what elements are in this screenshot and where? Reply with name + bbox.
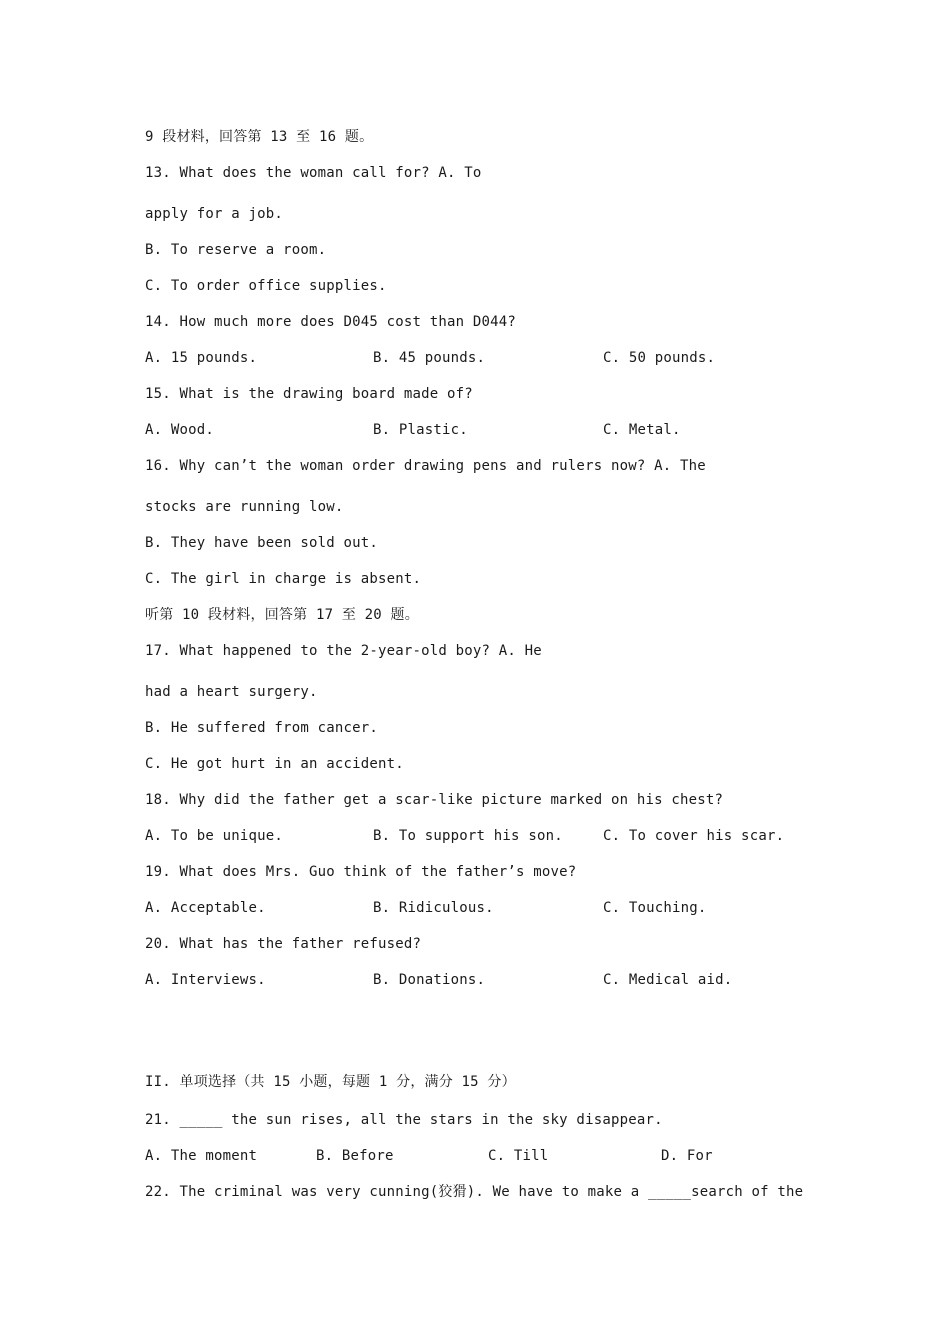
question-16-option-c: C. The girl in charge is absent. xyxy=(145,571,422,587)
question-18-option-a: A. To be unique. xyxy=(145,828,284,844)
question-22: 22. The criminal was very cunning(狡猾). We have to make a _____search of the xyxy=(145,1184,804,1200)
question-20-option-c: C. Medical aid. xyxy=(603,972,733,988)
question-15-option-c: C. Metal. xyxy=(603,422,681,438)
question-14-option-b: B. 45 pounds. xyxy=(373,350,486,366)
question-20: 20. What has the father refused? xyxy=(145,936,422,952)
question-13: 13. What does the woman call for? A. To xyxy=(145,165,482,181)
question-19-option-b: B. Ridiculous. xyxy=(373,900,494,916)
question-20-option-b: B. Donations. xyxy=(373,972,486,988)
question-13-option-b: B. To reserve a room. xyxy=(145,242,327,258)
question-15: 15. What is the drawing board made of? xyxy=(145,386,473,402)
question-19: 19. What does Mrs. Guo think of the father’s move? xyxy=(145,864,577,880)
question-21-option-b: B. Before xyxy=(316,1148,394,1164)
question-14-option-c: C. 50 pounds. xyxy=(603,350,716,366)
question-21-option-a: A. The moment xyxy=(145,1148,258,1164)
question-19-option-a: A. Acceptable. xyxy=(145,900,266,916)
question-17: 17. What happened to the 2-year-old boy? A. He xyxy=(145,643,542,659)
section-heading-material-9: 9 段材料，回答第 13 至 16 题。 xyxy=(145,129,374,145)
question-21-option-d: D. For xyxy=(661,1148,713,1164)
question-21-option-c: C. Till xyxy=(488,1148,549,1164)
question-15-option-a: A. Wood. xyxy=(145,422,215,438)
question-17-option-c: C. He got hurt in an accident. xyxy=(145,756,404,772)
question-18: 18. Why did the father get a scar-like picture marked on his chest? xyxy=(145,792,724,808)
section-heading-single-choice: II. 单项选择（共 15 小题，每题 1 分，满分 15 分） xyxy=(145,1074,516,1090)
question-15-option-b: B. Plastic. xyxy=(373,422,468,438)
question-19-option-c: C. Touching. xyxy=(603,900,707,916)
question-16-option-a-cont: stocks are running low. xyxy=(145,499,344,515)
question-16-option-b: B. They have been sold out. xyxy=(145,535,378,551)
question-14: 14. How much more does D045 cost than D044? xyxy=(145,314,517,330)
question-13-option-a-cont: apply for a job. xyxy=(145,206,284,222)
question-17-option-a-cont: had a heart surgery. xyxy=(145,684,318,700)
question-20-option-a: A. Interviews. xyxy=(145,972,266,988)
question-21: 21. _____ the sun rises, all the stars in the sky disappear. xyxy=(145,1112,663,1128)
question-16: 16. Why can’t the woman order drawing pens and rulers now? A. The xyxy=(145,458,706,474)
question-17-option-b: B. He suffered from cancer. xyxy=(145,720,378,736)
question-18-option-c: C. To cover his scar. xyxy=(603,828,785,844)
section-heading-material-10: 听第 10 段材料，回答第 17 至 20 题。 xyxy=(145,607,419,623)
question-18-option-b: B. To support his son. xyxy=(373,828,563,844)
question-13-option-c: C. To order office supplies. xyxy=(145,278,387,294)
question-14-option-a: A. 15 pounds. xyxy=(145,350,258,366)
